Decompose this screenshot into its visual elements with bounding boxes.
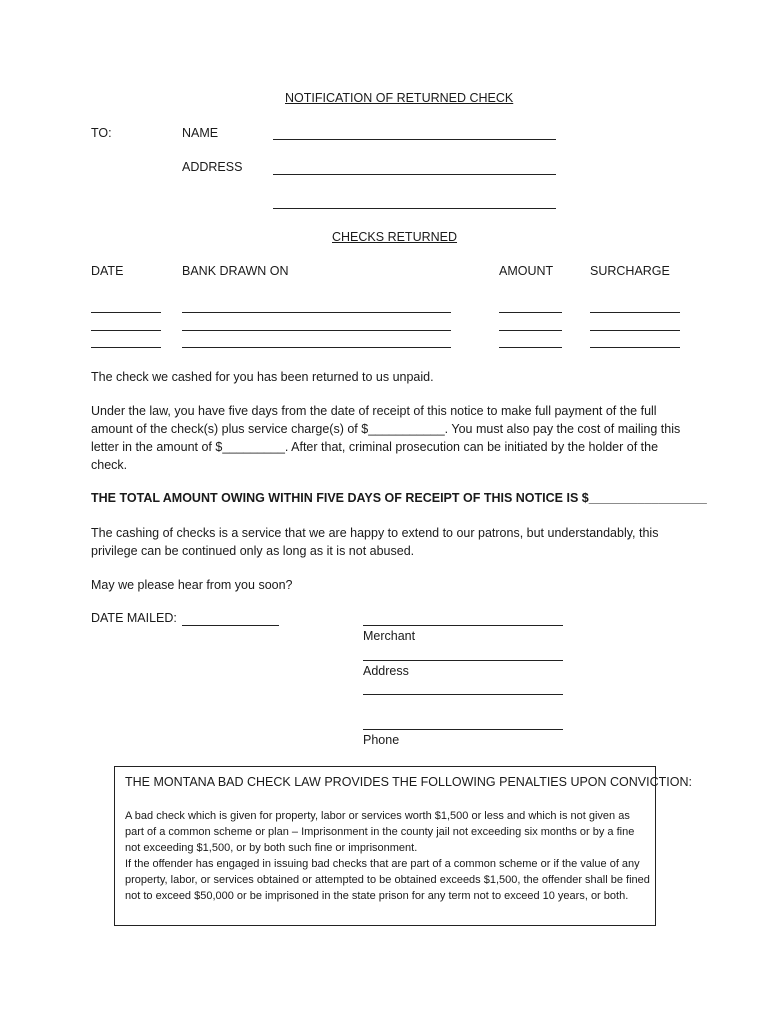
merchant-label: Merchant <box>363 629 416 643</box>
address-signature-line[interactable] <box>363 660 563 661</box>
name-label: NAME <box>182 126 219 140</box>
penalty-felony-text: If the offender has engaged in issuing bad checks that are part of a common scheme or if the value of any property, labor, or services obtained or attempted to be obtained exceeds $1,500, the offender shall be fined not to exceed $50,000 or be imprisoned in the state prison for any term not to exceed 10 years, or both. <box>125 858 650 902</box>
column-header-bank: BANK DRAWN ON <box>182 264 289 278</box>
column-header-date: DATE <box>91 264 124 278</box>
check-row-2-bank[interactable] <box>182 330 451 331</box>
page-title: NOTIFICATION OF RETURNED CHECK <box>285 91 514 105</box>
check-row-3-surcharge[interactable] <box>590 347 680 348</box>
closing-question: May we please hear from you soon? <box>91 578 293 592</box>
address-signature-label: Address <box>363 664 409 678</box>
address-field-line-2[interactable] <box>273 208 556 209</box>
check-row-1-amount[interactable] <box>499 312 562 313</box>
penalty-misdemeanor-text: A bad check which is given for property, labor or services worth $1,500 or less and which is not given as part of a common scheme or plan – Imprisonment in the county jail not exceeding six months or by a fine not exceeding $1,500, or by both such fine or imprisonment. <box>125 810 635 854</box>
date-mailed-line[interactable] <box>182 625 279 626</box>
legal-notice-paragraph: Under the law, you have five days from the date of receipt of this notice to make full payment of the full amount of the check(s) plus service charge(s) of $___________. You must also pay the cost of mailing this letter in the amount of $_________. After that, criminal prosecution can be initiated by the holder of the check. <box>91 404 681 472</box>
check-row-2-date[interactable] <box>91 330 161 331</box>
address-signature-line-2[interactable] <box>363 694 563 695</box>
check-row-3-bank[interactable] <box>182 347 451 348</box>
check-row-1-date[interactable] <box>91 312 161 313</box>
column-header-surcharge: SURCHARGE <box>590 264 670 278</box>
column-header-amount: AMOUNT <box>499 264 554 278</box>
to-label: TO: <box>91 126 112 140</box>
check-row-2-surcharge[interactable] <box>590 330 680 331</box>
penalties-box <box>114 766 692 926</box>
check-row-1-bank[interactable] <box>182 312 451 313</box>
returned-notice-text: The check we cashed for you has been returned to us unpaid. <box>91 370 434 384</box>
check-row-3-date[interactable] <box>91 347 161 348</box>
check-row-3-amount[interactable] <box>499 347 562 348</box>
penalties-body <box>125 808 650 904</box>
penalties-heading: THE MONTANA BAD CHECK LAW PROVIDES THE FOLLOWING PENALTIES UPON CONVICTION: <box>125 775 692 789</box>
address-label: ADDRESS <box>182 160 243 174</box>
checks-returned-heading: CHECKS RETURNED <box>332 230 458 244</box>
address-field-line-1[interactable] <box>273 174 556 175</box>
total-owing-statement: THE TOTAL AMOUNT OWING WITHIN FIVE DAYS OF RECEIPT OF THIS NOTICE IS $_________________ <box>91 491 707 505</box>
phone-label: Phone <box>363 733 400 747</box>
phone-line[interactable] <box>363 729 563 730</box>
merchant-line[interactable] <box>363 625 563 626</box>
check-row-2-amount[interactable] <box>499 330 562 331</box>
check-row-1-surcharge[interactable] <box>590 312 680 313</box>
name-field-line[interactable] <box>273 139 556 140</box>
date-mailed-label: DATE MAILED: <box>91 611 177 625</box>
service-paragraph: The cashing of checks is a service that we are happy to extend to our patrons, but understandably, this privilege can be continued only as long as it is not abused. <box>91 526 659 558</box>
